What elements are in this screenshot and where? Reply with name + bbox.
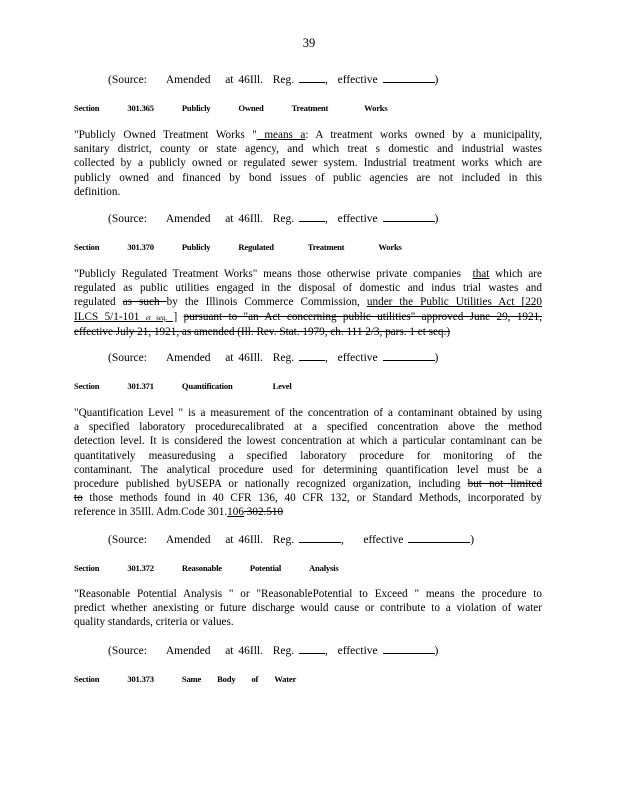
heading-word: Same (181, 674, 202, 684)
source-line: (Source: Amended at 46Ill. Reg. , effective ) (108, 534, 475, 546)
source-amended: Amended (165, 213, 211, 225)
section-label: Section (74, 103, 100, 113)
source-line: (Source: Amended at 46Ill. Reg. , effective ) (108, 74, 439, 86)
inserted-text: means a (256, 129, 306, 141)
blank-line (299, 351, 325, 361)
deleted-text: effective July 21, 1921, as amended (Ill. Rev. Stat. 1979, ch. 111 2/3, pars. 1 et seq.) (74, 325, 451, 338)
text: "Quantification Level " (74, 407, 184, 419)
inserted-text: et seq. (145, 313, 168, 322)
source-close: ) (434, 74, 439, 86)
source-at: at 46Ill. (225, 534, 263, 546)
text: quantitatively measuredusing a specified laboratory procedure for monitoring of the (74, 449, 542, 462)
paragraph-301-365 (74, 128, 542, 199)
source-amended: Amended (165, 352, 211, 364)
source-effective: effective (337, 213, 378, 225)
blank-line (299, 533, 341, 543)
source-close: ) (434, 352, 439, 364)
source-effective: effective (337, 74, 378, 86)
text: predict whether anexisting or future discharge would cause or contribute to a violation of water (74, 602, 542, 615)
blank-line (299, 644, 325, 654)
text: reference in 35Ill. Adm.Code 301. (74, 506, 228, 519)
source-reg: Reg. (272, 534, 295, 546)
heading-word: Analysis (309, 563, 339, 573)
source-line: (Source: Amended at 46Ill. Reg. , effective ) (108, 213, 439, 225)
source-amended: Amended (165, 74, 211, 86)
source-prefix: (Source: (108, 352, 147, 364)
text: : A treatment works owned by a municipality, (305, 129, 542, 141)
section-heading-301-365 (74, 103, 416, 113)
source-prefix: (Source: (108, 213, 147, 225)
section-label: Section (74, 242, 100, 252)
text: "Publicly Regulated Treatment Works" means those otherwise private companies (74, 268, 461, 280)
source-line: (Source: Amended at 46Ill. Reg. , effective ) (108, 645, 439, 657)
section-number: 301.371 (127, 381, 154, 391)
text: quality standards, criteria or values. (74, 616, 234, 629)
page-number: 39 (302, 36, 316, 50)
deleted-text: to (74, 492, 83, 505)
heading-word: Body (217, 674, 236, 684)
section-number: 301.373 (127, 674, 154, 684)
heading-word: Publicly (181, 103, 211, 113)
source-reg: Reg. (272, 352, 295, 364)
blank-line (383, 351, 435, 361)
paragraph-301-370 (74, 267, 542, 339)
source-effective: effective (363, 534, 404, 546)
heading-word: Water (274, 674, 297, 684)
heading-word: Publicly (181, 242, 211, 252)
source-amended: Amended (165, 534, 211, 546)
section-number: 301.372 (127, 563, 154, 573)
source-line: (Source: Amended at 46Ill. Reg. , effective ) (108, 352, 439, 364)
text: a specified laboratory procedurecalibrated at a specified concentration above the method (74, 421, 542, 434)
text: regulated (74, 296, 123, 309)
blank-line (299, 212, 325, 222)
section-number: 301.370 (127, 242, 154, 252)
text: "Reasonable Potential Analysis " or "ReasonablePotential to Exceed " means the procedure to (74, 588, 542, 600)
blank-line (383, 73, 435, 83)
source-at: at 46Ill. (225, 645, 263, 657)
source-prefix: (Source: (108, 74, 147, 86)
source-at: at 46Ill. (225, 213, 263, 225)
text: sanitary district, county or state agency, and which treat s domestic and industrial wastes (74, 143, 542, 156)
paragraph-301-372 (74, 587, 542, 630)
heading-word: Treatment (291, 103, 329, 113)
section-label: Section (74, 563, 100, 573)
heading-word: Owned (238, 103, 264, 113)
heading-word: Reasonable (181, 563, 222, 573)
source-amended: Amended (165, 645, 211, 657)
section-label: Section (74, 381, 100, 391)
heading-word: Level (272, 381, 292, 391)
source-effective: effective (337, 352, 378, 364)
heading-word: Treatment (307, 242, 345, 252)
section-label: Section (74, 674, 100, 684)
deleted-text: 302.510 (243, 506, 284, 519)
text: procedure published byUSEPA or nationally recognized organization, including (74, 478, 468, 491)
section-heading-301-370 (74, 242, 430, 252)
blank-line (383, 212, 435, 222)
deleted-text: pursuant to "an Act concerning public utilities" approved June 29, 1921, (183, 310, 542, 323)
blank-line (408, 533, 470, 543)
section-heading-301-373 (74, 674, 324, 684)
text: by the Illinois Commerce Commission, (166, 296, 367, 309)
deleted-text: which are (489, 268, 542, 280)
source-close: ) (470, 534, 475, 546)
source-close: ) (434, 213, 439, 225)
text: is a measurement of the concentration of a contaminant obtained by using (183, 407, 542, 419)
text: publicly owned and financed by bond issues of public agencies are not included in this (74, 171, 542, 184)
inserted-text: ] (167, 310, 178, 323)
section-heading-301-371 (74, 381, 320, 391)
blank-line (299, 73, 325, 83)
source-effective: effective (337, 645, 378, 657)
heading-word: of (251, 674, 259, 684)
deleted-text: but not limited (467, 478, 542, 491)
source-reg: Reg. (272, 74, 295, 86)
text: collected by a publicly owned or regulated sewer system. Industrial treatment works which are (74, 157, 542, 170)
heading-word: Regulated (238, 242, 274, 252)
source-close: ) (434, 645, 439, 657)
paragraph-301-371 (74, 406, 542, 520)
blank-line (383, 644, 435, 654)
source-prefix: (Source: (108, 645, 147, 657)
inserted-text: that (472, 268, 490, 280)
heading-word: Works (378, 242, 402, 252)
section-heading-301-372 (74, 563, 367, 573)
source-reg: Reg. (272, 645, 295, 657)
deleted-text: as such (122, 296, 167, 309)
source-at: at 46Ill. (225, 352, 263, 364)
text: contaminant. The analytical procedure used for determining quantification level must be a (74, 463, 542, 476)
text: "Publicly Owned Treatment Works " (74, 129, 257, 141)
source-at: at 46Ill. (225, 74, 263, 86)
source-reg: Reg. (272, 213, 295, 225)
inserted-text: 106 (227, 506, 244, 519)
text: detection level. It is considered the lowest concentration at which a particular contaminant can be (74, 435, 542, 448)
heading-word: Quantification (181, 381, 233, 391)
inserted-text: under the Public Utilities Act [220 (366, 296, 542, 309)
text: definition. (74, 185, 121, 198)
heading-word: Potential (249, 563, 282, 573)
section-number: 301.365 (127, 103, 154, 113)
source-prefix: (Source: (108, 534, 147, 546)
text: those methods found in 40 CFR 136, 40 CFR 132, or Standard Methods, incorporated by (82, 492, 542, 505)
text: regulated as public utilities engaged in the disposal of domestic and indus trial wastes and (74, 282, 542, 295)
inserted-text: ILCS 5/1-101 (74, 310, 146, 323)
heading-word: Works (364, 103, 388, 113)
